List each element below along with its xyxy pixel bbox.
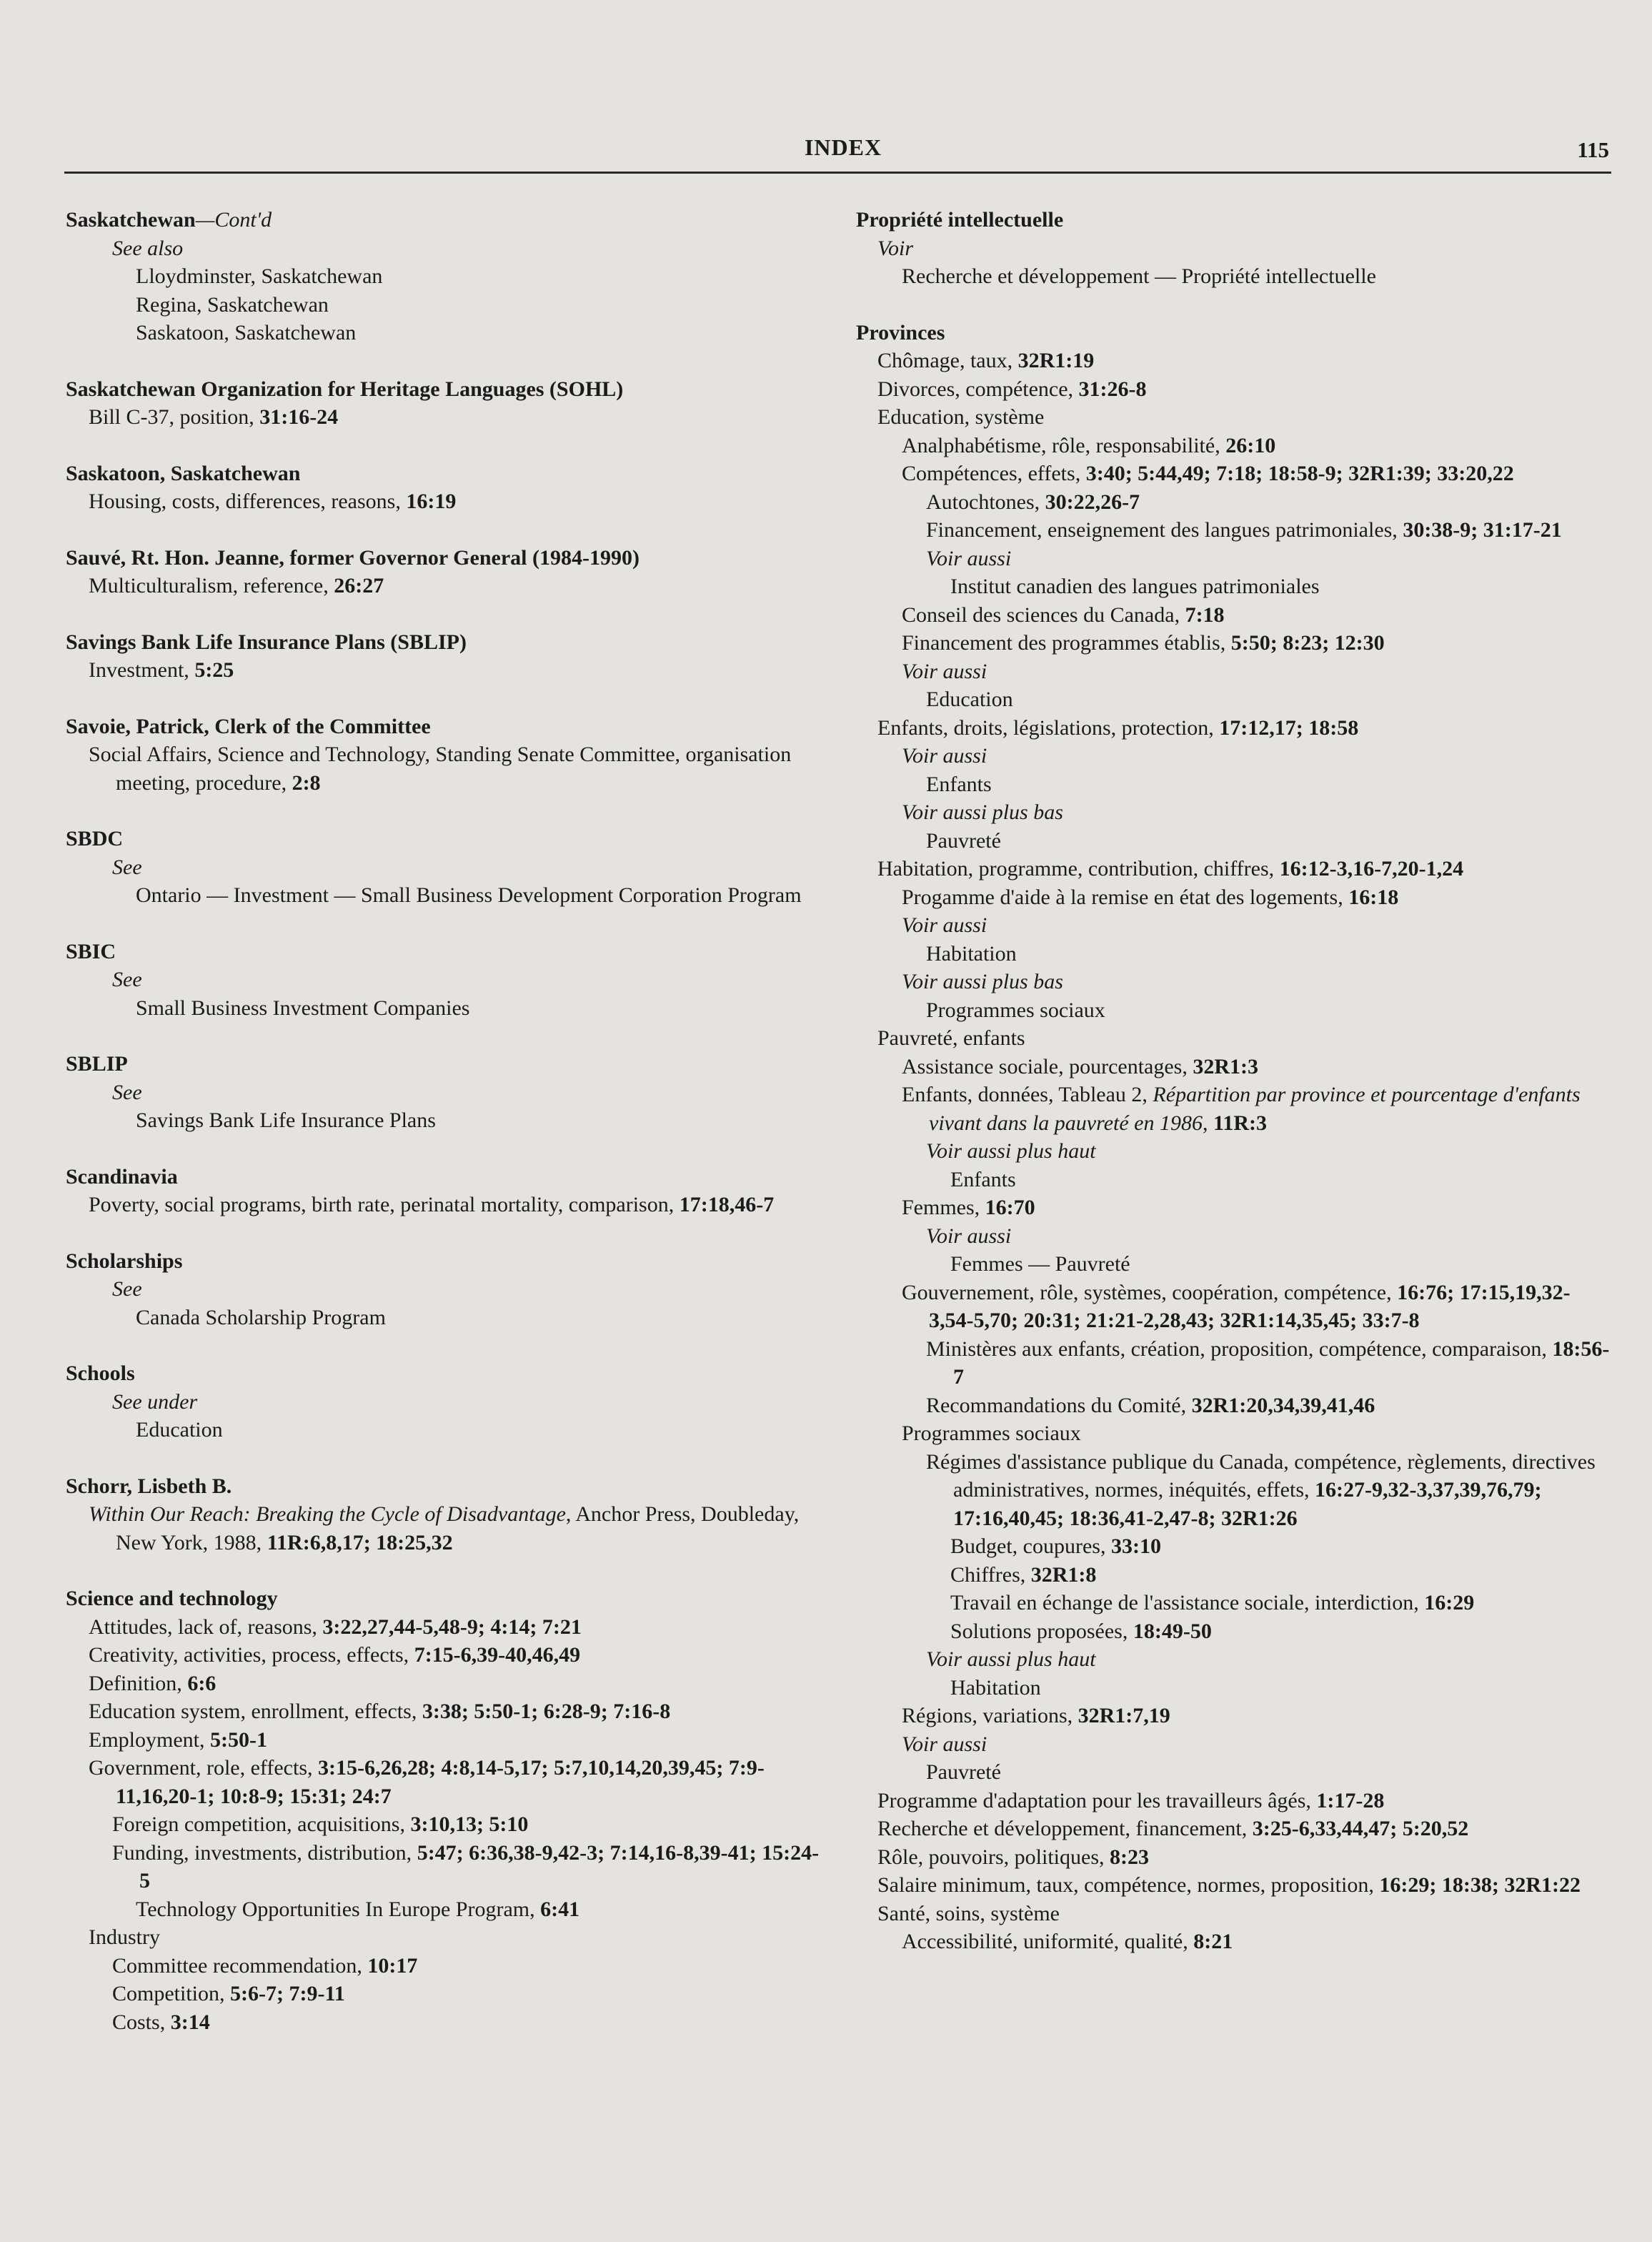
subentry-text: Programme d'adaptation pour les travailleurs âgés, xyxy=(877,1788,1317,1812)
entry-heading xyxy=(66,713,823,741)
cross-reference-label xyxy=(856,742,1613,770)
subentry-text: Financement des programmes établis, xyxy=(902,631,1231,655)
heading-text: Schorr, Lisbeth B. xyxy=(66,1474,232,1498)
subentry-text: Pauvreté, enfants xyxy=(877,1026,1025,1050)
subentry-text: Régimes d'assistance publique du Canada, compétence, règlements, directives administratives, normes, inéquités, effets, xyxy=(926,1449,1596,1502)
page-reference: 3:22,27,44-5,48-9; 4:14; 7:21 xyxy=(322,1614,582,1639)
index-entry xyxy=(66,938,823,1023)
entry-heading xyxy=(66,628,823,657)
subentry xyxy=(856,1081,1613,1137)
subentry-text: Government, role, effects, xyxy=(89,1756,318,1780)
index-entry xyxy=(66,375,823,432)
subentry xyxy=(66,1810,823,1839)
subentry xyxy=(856,460,1613,488)
subentry-text: Education xyxy=(136,1418,223,1442)
subentry xyxy=(856,1392,1613,1420)
subentry xyxy=(856,1900,1613,1928)
see-reference: Voir aussi xyxy=(902,659,987,683)
page-reference: 32R1:20,34,39,41,46 xyxy=(1191,1393,1375,1417)
subentry-text: Pauvreté xyxy=(926,828,1001,853)
subentry xyxy=(66,291,823,319)
index-entry xyxy=(66,1247,823,1332)
see-reference: Voir aussi xyxy=(926,546,1012,570)
subentry xyxy=(66,1754,823,1810)
subentry xyxy=(66,881,823,910)
header-rule xyxy=(64,172,1611,174)
page-reference: 26:10 xyxy=(1225,433,1276,457)
subentry-text: Housing, costs, differences, reasons, xyxy=(89,490,407,513)
see-reference: Voir aussi plus bas xyxy=(902,970,1063,993)
index-entry xyxy=(66,628,823,685)
page-reference: 6:6 xyxy=(187,1671,217,1695)
subentry-text: Habitation, programme, contribution, chiffres, xyxy=(877,857,1280,881)
subentry-text: Technology Opportunities In Europe Program, xyxy=(136,1897,541,1921)
page-reference: 16:19 xyxy=(406,490,457,513)
heading-text: Sauvé, Rt. Hon. Jeanne, former Governor General (1984-1990) xyxy=(66,545,640,570)
entry-heading xyxy=(66,825,823,853)
subentry-text: Bill C-37, position, xyxy=(89,405,260,429)
page-reference: 7:15-6,39-40,46,49 xyxy=(414,1643,581,1667)
subentry-text: Femmes — Pauvreté xyxy=(950,1252,1130,1276)
index-entry xyxy=(66,825,823,910)
subentry-text: Santé, soins, système xyxy=(877,1901,1060,1925)
heading-text: SBIC xyxy=(66,939,116,963)
heading-text: Propriété intellectuelle xyxy=(856,208,1064,232)
running-header-title: INDEX xyxy=(804,134,882,160)
cross-reference-label xyxy=(856,798,1613,827)
page-reference: 5:6-7; 7:9-11 xyxy=(230,1982,345,2005)
subentry xyxy=(856,516,1613,545)
subentry-text: Financement, enseignement des langues patrimoniales, xyxy=(926,518,1403,542)
subentry-text: Recommandations du Comité, xyxy=(926,1393,1192,1417)
page-reference: 5:50; 8:23; 12:30 xyxy=(1230,631,1385,655)
subentry-text: Small Business Investment Companies xyxy=(136,996,470,1020)
subentry xyxy=(856,685,1613,714)
see-reference: See xyxy=(112,1277,142,1301)
heading-text: SBLIP xyxy=(66,1052,128,1076)
subentry-text: Programmes sociaux xyxy=(902,1422,1081,1445)
page-reference: 1:17-28 xyxy=(1316,1788,1385,1812)
left-column xyxy=(66,206,823,2064)
page-reference: 16:27-9,32-3,37,39,76,79; 17:16,40,45; 18:36,41-2,47-8; 32R1:26 xyxy=(953,1478,1542,1530)
subentry-text: Enfants xyxy=(950,1167,1016,1191)
page-reference: 3:40; 5:44,49; 7:18; 18:58-9; 32R1:39; 33:20,22 xyxy=(1085,462,1514,485)
subentry xyxy=(66,1923,823,1952)
subentry-text: Recherche et développement, financement, xyxy=(877,1817,1253,1840)
subentry xyxy=(856,1928,1613,1956)
cross-reference-label xyxy=(66,1388,823,1417)
subentry-text: Salaire minimum, taux, compétence, normes, proposition, xyxy=(877,1873,1380,1897)
cross-reference-label xyxy=(856,658,1613,686)
page-reference: 30:38-9; 31:17-21 xyxy=(1403,518,1562,542)
subentry-text: Multiculturalism, reference, xyxy=(89,574,334,597)
title-italic: Répartition par province et pourcentage d'enfants vivant dans la pauvreté en 1986 xyxy=(929,1083,1581,1135)
subentry xyxy=(856,1024,1613,1053)
see-reference: Voir aussi plus haut xyxy=(926,1647,1096,1671)
see-reference: Voir xyxy=(877,236,914,260)
subentry xyxy=(856,488,1613,517)
subentry xyxy=(66,1191,823,1219)
subentry-text: Chômage, taux, xyxy=(877,349,1018,372)
heading-text: Scholarships xyxy=(66,1249,183,1273)
entry-heading xyxy=(66,544,823,572)
subentry-text: Travail en échange de l'assistance sociale, interdiction, xyxy=(950,1591,1425,1614)
subentry-text: Programmes sociaux xyxy=(926,998,1105,1022)
subentry-text: Committee recommendation, xyxy=(112,1953,368,1978)
heading-text: Saskatoon, Saskatchewan xyxy=(66,461,301,485)
subentry-text: Education, système xyxy=(877,405,1045,429)
subentry xyxy=(856,1166,1613,1194)
subentry xyxy=(66,656,823,685)
heading-text: Saskatchewan xyxy=(66,208,196,232)
subentry xyxy=(856,601,1613,630)
subentry-text: Pauvreté xyxy=(926,1760,1001,1784)
subentry xyxy=(856,1561,1613,1589)
page-reference: 3:25-6,33,44,47; 5:20,52 xyxy=(1252,1817,1469,1840)
page-reference: 16:29 xyxy=(1424,1591,1475,1614)
entry-heading xyxy=(66,1359,823,1388)
entry-heading xyxy=(66,1584,823,1613)
subentry xyxy=(66,994,823,1023)
subentry xyxy=(66,262,823,291)
subentry xyxy=(856,403,1613,432)
subentry-text: Definition, xyxy=(89,1671,188,1695)
page-reference: 5:50-1 xyxy=(209,1727,267,1752)
index-entry xyxy=(66,544,823,600)
see-reference: Voir aussi xyxy=(902,744,987,768)
cross-reference-label xyxy=(856,545,1613,573)
page-reference: 6:41 xyxy=(540,1897,580,1921)
subentry xyxy=(856,883,1613,912)
entry-heading xyxy=(66,460,823,488)
subentry-text: Analphabétisme, rôle, responsabilité, xyxy=(902,433,1226,457)
subentry xyxy=(66,1416,823,1444)
subentry-text: Attitudes, lack of, reasons, xyxy=(89,1614,323,1639)
subentry-text: Employment, xyxy=(89,1727,210,1752)
subentry-text: Education system, enrollment, effects, xyxy=(89,1700,422,1723)
subentry xyxy=(856,1702,1613,1730)
page-reference: 31:26-8 xyxy=(1078,377,1147,401)
heading-text: Scandinavia xyxy=(66,1164,178,1189)
subentry xyxy=(856,1532,1613,1561)
subentry xyxy=(856,1674,1613,1702)
subentry-text: Divorces, compétence, xyxy=(877,377,1079,401)
subentry xyxy=(66,2008,823,2037)
subentry xyxy=(66,319,823,347)
page-reference: 18:56-7 xyxy=(953,1336,1610,1389)
subentry-text: Enfants, données, Tableau 2, xyxy=(902,1083,1153,1106)
page-reference: 18:49-50 xyxy=(1133,1619,1212,1643)
index-entry xyxy=(66,713,823,798)
heading-text: Savings Bank Life Insurance Plans (SBLIP) xyxy=(66,630,467,654)
subentry xyxy=(66,1839,823,1895)
subentry-text: Investment, xyxy=(89,658,195,682)
subentry-text: Progamme d'aide à la remise en état des logements, xyxy=(902,885,1349,909)
cross-reference-label xyxy=(856,1730,1613,1759)
subentry-text: Autochtones, xyxy=(926,490,1045,514)
see-reference: Voir aussi xyxy=(926,1224,1012,1248)
entry-heading xyxy=(856,319,1613,347)
heading-text: Science and technology xyxy=(66,1587,278,1610)
entry-heading xyxy=(66,1247,823,1276)
subentry xyxy=(856,1815,1613,1843)
subentry xyxy=(66,1980,823,2008)
page-reference: 31:16-24 xyxy=(259,405,339,429)
page-reference: 17:12,17; 18:58 xyxy=(1219,715,1359,740)
subentry xyxy=(856,1589,1613,1617)
heading-text: Provinces xyxy=(856,320,945,344)
subentry-text: Assistance sociale, pourcentages, xyxy=(902,1054,1193,1078)
page-reference: 16:70 xyxy=(985,1196,1035,1219)
page-reference: 30:22,26-7 xyxy=(1045,490,1140,514)
cross-reference-label xyxy=(66,966,823,994)
subentry xyxy=(66,1895,823,1924)
subentry-text: Compétences, effets, xyxy=(902,462,1086,485)
page-reference: 32R1:19 xyxy=(1017,349,1095,372)
subentry-text: Recherche et développement — Propriété intellectuelle xyxy=(902,264,1376,288)
subentry-text: Conseil des sciences du Canada, xyxy=(902,602,1185,627)
page-reference: 3:14 xyxy=(170,2010,210,2034)
entry-heading xyxy=(66,1163,823,1191)
heading-text: Savoie, Patrick, Clerk of the Committee xyxy=(66,714,431,738)
subentry xyxy=(856,262,1613,291)
subentry xyxy=(66,1726,823,1755)
subentry xyxy=(856,1335,1613,1392)
page-reference: 16:18 xyxy=(1348,885,1399,909)
subentry-text: Rôle, pouvoirs, politiques, xyxy=(877,1845,1110,1869)
subentry-text: Chiffres, xyxy=(950,1562,1031,1587)
cross-reference-label xyxy=(856,1222,1613,1251)
subentry xyxy=(856,1843,1613,1872)
subentry-text: Enfants xyxy=(926,772,992,796)
subentry-text: Solutions proposées, xyxy=(950,1619,1133,1643)
page-reference: 33:10 xyxy=(1110,1534,1161,1558)
page-reference: 16:12-3,16-7,20-1,24 xyxy=(1279,857,1464,881)
subentry-text: Habitation xyxy=(950,1675,1041,1700)
subentry-text: Femmes, xyxy=(902,1196,985,1219)
page-reference: 11R:3 xyxy=(1213,1111,1267,1135)
subentry-text: , Anchor Press, Doubleday, New York, 1988, xyxy=(116,1502,800,1554)
subentry xyxy=(856,1448,1613,1533)
index-entry xyxy=(856,319,1613,1956)
see-reference: See xyxy=(112,1080,142,1104)
subentry xyxy=(856,1787,1613,1815)
subentry-text: Habitation xyxy=(926,941,1017,966)
subentry-text: Régions, variations, xyxy=(902,1704,1078,1727)
subentry-text: Foreign competition, acquisitions, xyxy=(112,1812,411,1836)
heading-text: SBDC xyxy=(66,827,124,850)
subentry-text: Creativity, activities, process, effects, xyxy=(89,1643,414,1667)
index-entry xyxy=(66,1584,823,2036)
subentry xyxy=(856,1419,1613,1448)
subentry xyxy=(856,827,1613,855)
subentry-text: Saskatoon, Saskatchewan xyxy=(136,321,357,344)
subentry-text: Ontario — Investment — Small Business Development Corporation Program xyxy=(136,883,802,907)
subentry xyxy=(66,1641,823,1670)
subentry xyxy=(856,347,1613,375)
subentry-text: Budget, coupures, xyxy=(950,1534,1111,1558)
subentry xyxy=(66,1697,823,1726)
page-reference: 5:47; 6:36,38-9,42-3; 7:14,16-8,39-41; 15:24-5 xyxy=(139,1840,820,1893)
subentry xyxy=(856,1279,1613,1335)
index-entry xyxy=(66,1472,823,1557)
subentry-text: Competition, xyxy=(112,1982,230,2005)
see-reference: Voir aussi xyxy=(902,913,987,937)
heading-text: Saskatchewan Organization for Heritage Languages (SOHL) xyxy=(66,377,624,401)
page-reference: 11R:6,8,17; 18:25,32 xyxy=(267,1530,453,1554)
entry-heading xyxy=(856,206,1613,234)
subentry-text: Industry xyxy=(89,1925,160,1949)
see-reference: See xyxy=(112,968,142,991)
subentry xyxy=(856,1871,1613,1900)
page-reference: 5:25 xyxy=(194,658,234,682)
subentry xyxy=(856,770,1613,799)
see-reference: Voir aussi plus haut xyxy=(926,1139,1096,1163)
subentry xyxy=(66,1500,823,1557)
cross-reference-label xyxy=(66,234,823,263)
subentry-text: Poverty, social programs, birth rate, perinatal mortality, comparison, xyxy=(89,1193,680,1216)
page-reference: 7:18 xyxy=(1185,602,1225,627)
subentry-text: Accessibilité, uniformité, qualité, xyxy=(902,1930,1194,1953)
subentry xyxy=(856,1758,1613,1787)
page-reference: 16:76; 17:15,19,32-3,54-5,70; 20:31; 21:21-2,28,43; 32R1:14,35,45; 33:7-8 xyxy=(929,1280,1571,1332)
subentry xyxy=(856,940,1613,968)
page-reference: 32R1:8 xyxy=(1030,1562,1097,1587)
page-reference: 26:27 xyxy=(334,574,384,597)
cross-reference-label xyxy=(856,1137,1613,1166)
index-entry xyxy=(66,1163,823,1219)
entry-heading xyxy=(66,1050,823,1078)
title-italic: Within Our Reach: Breaking the Cycle of Disadvantage xyxy=(89,1502,566,1526)
entry-heading xyxy=(66,938,823,966)
cross-reference-label xyxy=(66,1275,823,1304)
page-number: 115 xyxy=(1577,137,1609,162)
see-reference: Voir aussi plus bas xyxy=(902,800,1063,824)
subentry xyxy=(856,855,1613,883)
see-reference: See also xyxy=(112,236,184,260)
cross-reference-label xyxy=(66,1078,823,1107)
subentry-tail: , xyxy=(1202,1111,1213,1135)
index-entry xyxy=(66,1359,823,1444)
subentry-text: Canada Scholarship Program xyxy=(136,1305,386,1329)
page-reference: 10:17 xyxy=(367,1953,418,1978)
subentry xyxy=(66,1952,823,1980)
subentry-text: Social Affairs, Science and Technology, Standing Senate Committee, organisation meeting, procedure, xyxy=(89,743,792,795)
cross-reference-label xyxy=(856,1645,1613,1674)
entry-heading xyxy=(66,206,823,234)
page-reference: 16:29; 18:38; 32R1:22 xyxy=(1379,1873,1581,1897)
subentry-text: Savings Bank Life Insurance Plans xyxy=(136,1108,436,1132)
subentry xyxy=(856,1617,1613,1646)
subentry xyxy=(66,572,823,600)
subentry-text: Institut canadien des langues patrimoniales xyxy=(950,575,1320,598)
index-entry xyxy=(66,206,823,347)
index-entry xyxy=(66,460,823,516)
subentry xyxy=(66,487,823,516)
right-column xyxy=(856,206,1613,1984)
continued-marker: —Cont'd xyxy=(195,208,272,232)
subentry-text: Regina, Saskatchewan xyxy=(136,292,329,317)
page-reference: 32R1:7,19 xyxy=(1078,1704,1170,1727)
cross-reference-label xyxy=(66,853,823,882)
subentry xyxy=(66,740,823,797)
page-reference: 8:23 xyxy=(1110,1845,1149,1869)
subentry xyxy=(66,1613,823,1642)
see-reference: See xyxy=(112,855,142,879)
subentry xyxy=(856,572,1613,601)
page-reference: 32R1:3 xyxy=(1193,1054,1259,1078)
page-reference: 3:38; 5:50-1; 6:28-9; 7:16-8 xyxy=(422,1700,671,1723)
subentry xyxy=(856,375,1613,404)
subentry-text: Funding, investments, distribution, xyxy=(112,1840,417,1865)
subentry xyxy=(856,1053,1613,1081)
page-reference: 8:21 xyxy=(1193,1930,1233,1953)
subentry xyxy=(66,1106,823,1135)
entry-heading xyxy=(66,1472,823,1501)
index-entry xyxy=(66,1050,823,1135)
subentry xyxy=(856,432,1613,460)
subentry-text: Lloydminster, Saskatchewan xyxy=(136,264,383,288)
see-reference: See under xyxy=(112,1389,198,1414)
cross-reference-label xyxy=(856,234,1613,263)
subentry xyxy=(856,1250,1613,1279)
subentry xyxy=(856,714,1613,743)
subentry xyxy=(856,629,1613,658)
subentry-text: Education xyxy=(926,688,1013,711)
subentry xyxy=(66,1304,823,1332)
page-reference: 3:15-6,26,28; 4:8,14-5,17; 5:7,10,14,20,39,45; 7:9-11,16,20-1; 10:8-9; 15:31; 24:7 xyxy=(116,1756,765,1808)
page-reference: 17:18,46-7 xyxy=(679,1193,775,1216)
subentry-text: Enfants, droits, législations, protection, xyxy=(877,715,1220,740)
page-reference: 3:10,13; 5:10 xyxy=(410,1812,529,1836)
page-reference: 2:8 xyxy=(292,770,321,795)
entry-heading xyxy=(66,375,823,404)
subentry-text: Costs, xyxy=(112,2010,171,2034)
cross-reference-label xyxy=(856,968,1613,996)
subentry-text: Ministères aux enfants, création, proposition, compétence, comparaison, xyxy=(926,1336,1553,1361)
heading-text: Schools xyxy=(66,1361,135,1385)
see-reference: Voir aussi xyxy=(902,1732,987,1756)
subentry-text: Gouvernement, rôle, systèmes, coopération, compétence, xyxy=(902,1280,1398,1304)
subentry xyxy=(856,996,1613,1025)
subentry xyxy=(856,1194,1613,1222)
subentry xyxy=(66,1670,823,1698)
index-entry xyxy=(856,206,1613,291)
cross-reference-label xyxy=(856,911,1613,940)
subentry xyxy=(66,403,823,432)
